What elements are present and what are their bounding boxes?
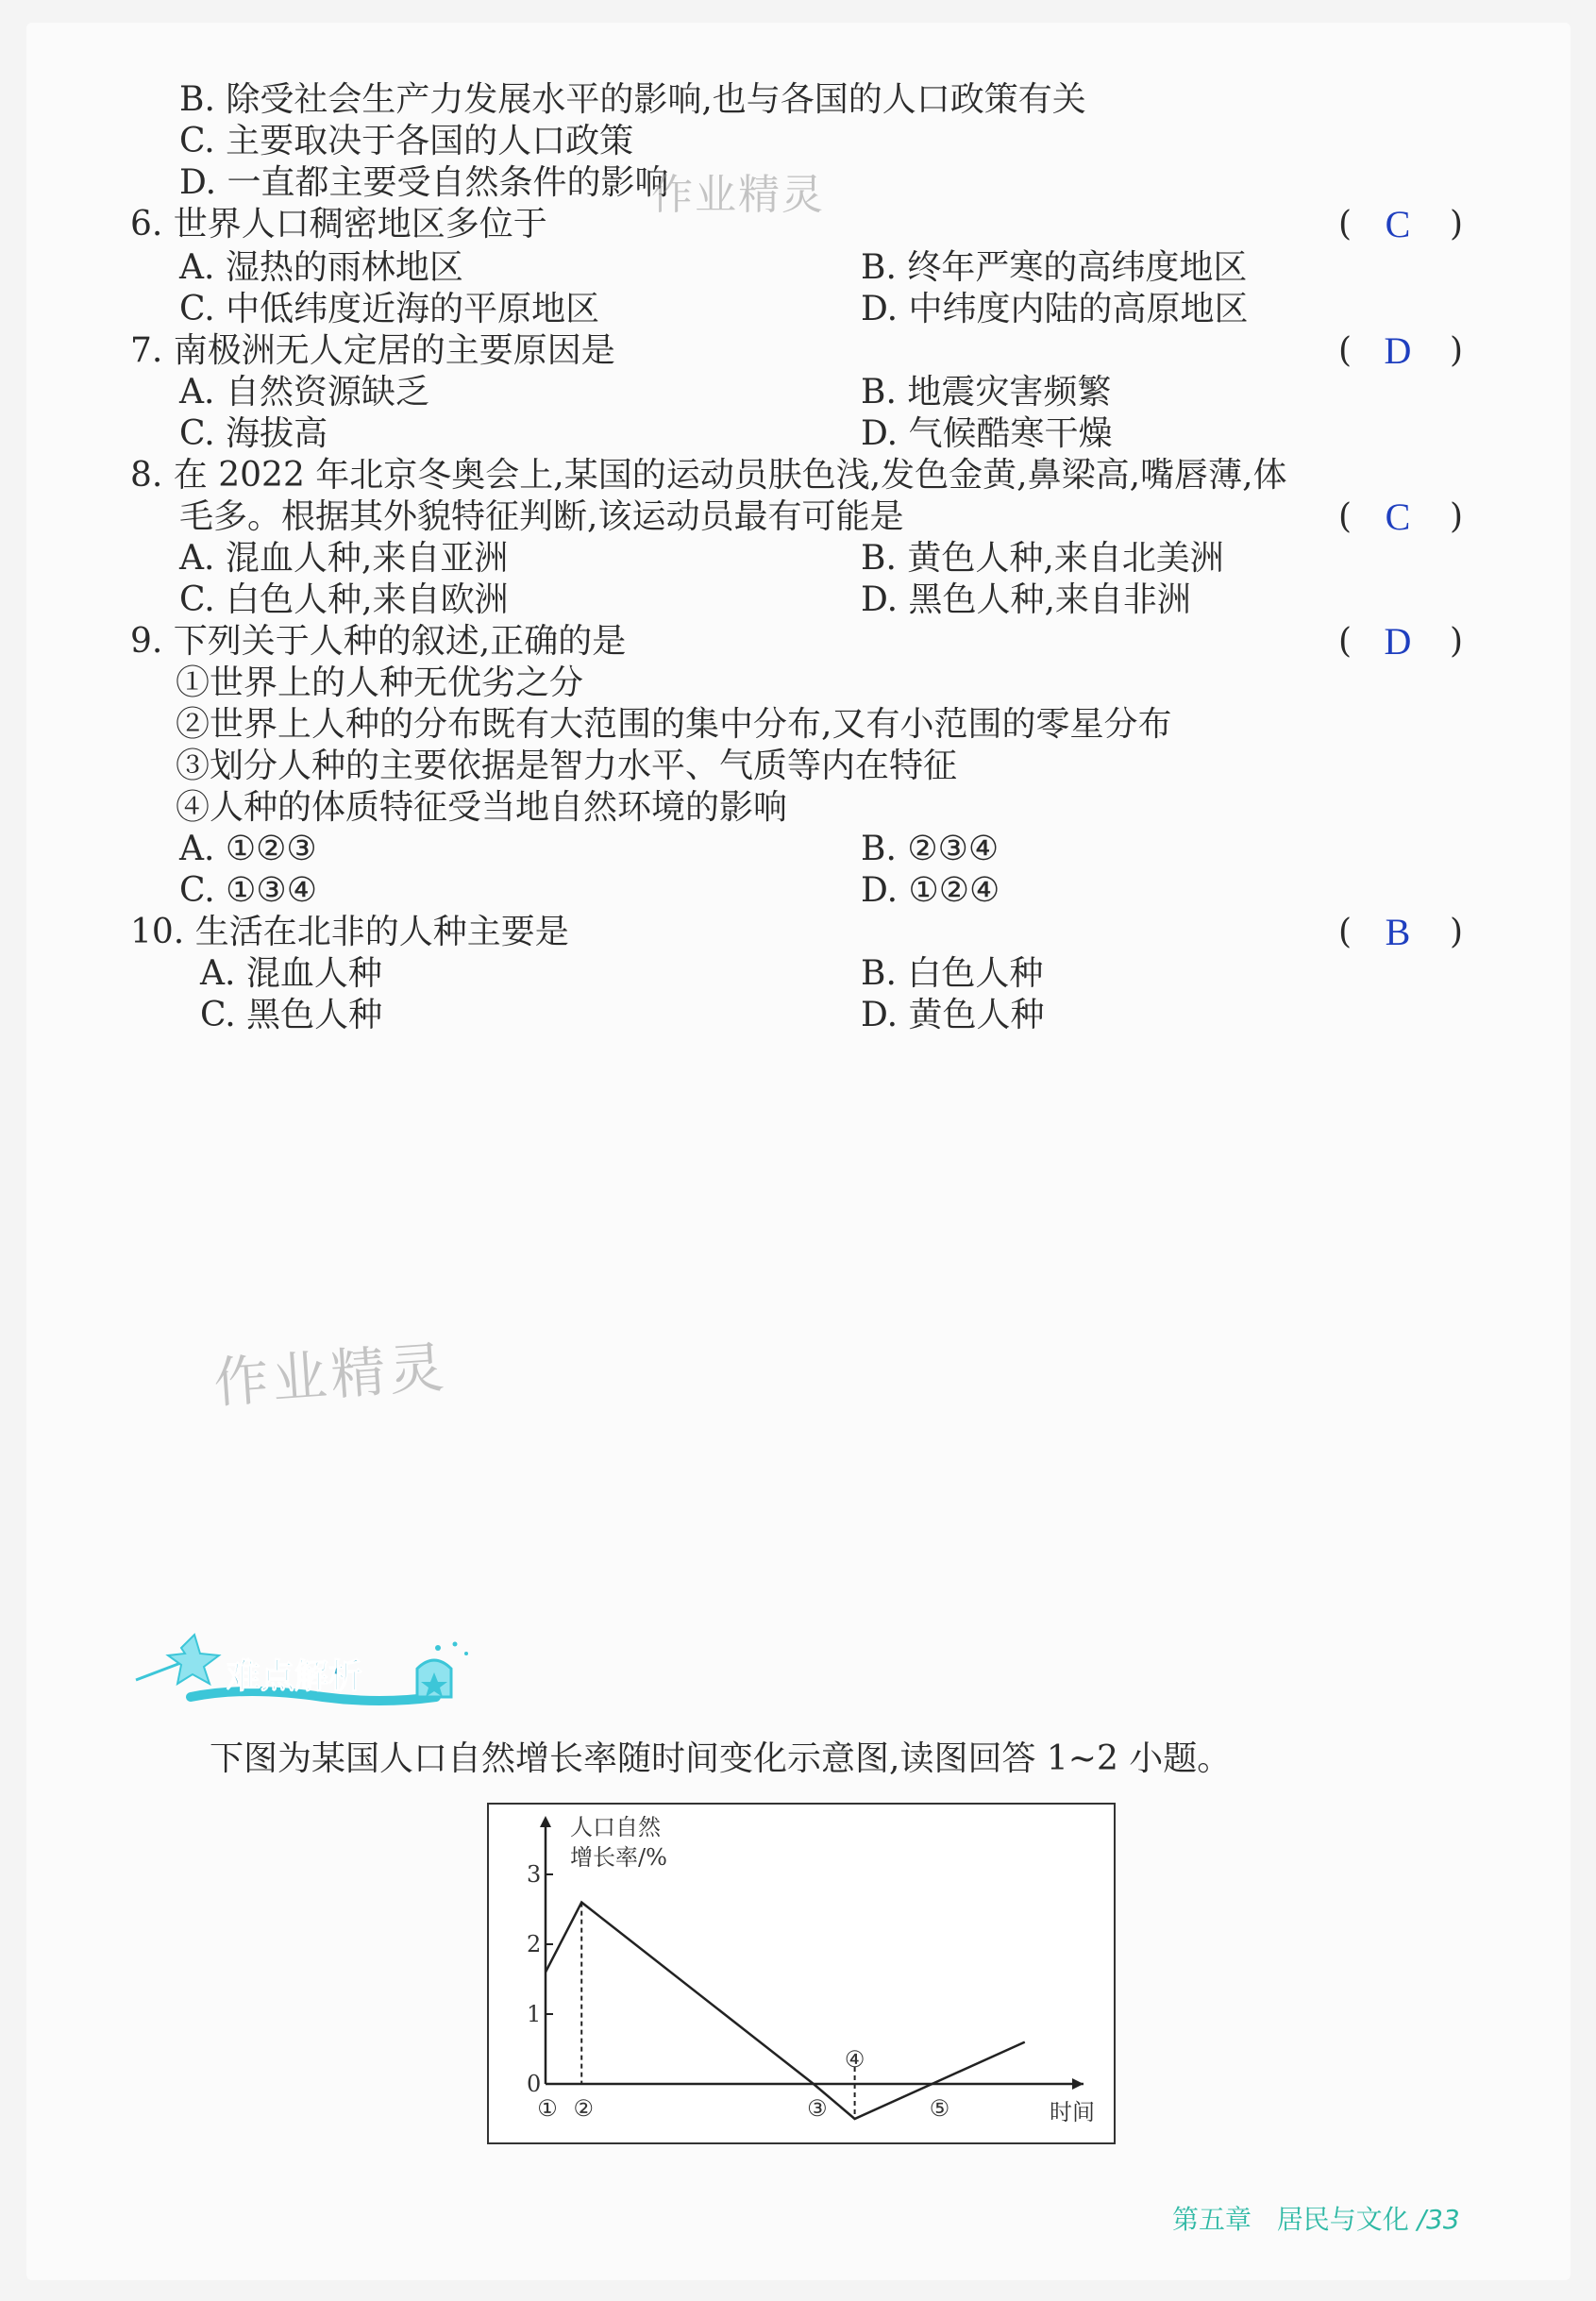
q9-statement-1: ①世界上的人种无优劣之分 (176, 663, 584, 702)
paren-left: ( (1338, 497, 1352, 536)
q9-option-b: B. ②③④ (861, 830, 1000, 868)
page-footer (1172, 2199, 1460, 2237)
q8-stem: 8. 在 2022 年北京冬奥会上,某国的运动员肤色浅,发色金黄,鼻梁高,嘴唇薄,体 (130, 456, 1287, 495)
paren-right: ) (1450, 205, 1464, 244)
q8-answer: C (1385, 495, 1411, 538)
q9-option-c: C. ①③④ (179, 871, 317, 910)
q10-option-c: C. 黑色人种 (200, 996, 383, 1034)
chart (487, 1803, 1116, 2144)
section-badge (134, 1631, 483, 1716)
paren-left: ( (1338, 622, 1352, 661)
q8-option-d: D. 黑色人种,来自非洲 (861, 580, 1191, 619)
q6-stem: 6. 世界人口稠密地区多位于 (130, 205, 547, 244)
q9-statement-3: ③划分人种的主要依据是智力水平、气质等内在特征 (176, 747, 958, 785)
paren-left: ( (1338, 205, 1352, 244)
q6-answer: C (1385, 203, 1411, 245)
q9-answer: D (1384, 620, 1412, 663)
q9-statement-2: ②世界上人种的分布既有大范围的集中分布,又有小范围的零星分布 (176, 705, 1172, 744)
x-marker-2: ② (573, 2095, 594, 2122)
x-marker-1: ① (537, 2095, 558, 2122)
paren-left: ( (1338, 913, 1352, 951)
paren-right: ) (1450, 622, 1464, 661)
x-marker-4: ④ (844, 2046, 865, 2073)
q9-option-d: D. ①②④ (861, 871, 1000, 910)
q6-option-d: D. 中纬度内陆的高原地区 (861, 290, 1249, 328)
q10-option-b: B. 白色人种 (861, 954, 1044, 993)
q8-stem-cont: 毛多。根据其外貌特征判断,该运动员最有可能是 (179, 497, 904, 536)
q7-option-d: D. 气候酷寒干燥 (861, 414, 1113, 453)
chart-svg (487, 1803, 1116, 2144)
y-tick-label: 3 (527, 1861, 542, 1888)
q10-stem: 10. 生活在北非的人种主要是 (130, 913, 569, 951)
q5-option-d: D. 一直都主要受自然条件的影响 (179, 163, 669, 202)
q7-option-c: C. 海拔高 (179, 414, 328, 453)
x-marker-5: ⑤ (929, 2095, 950, 2122)
q8-option-c: C. 白色人种,来自欧洲 (179, 580, 509, 619)
y-tick-label: 0 (527, 2071, 542, 2097)
page-number: /33 (1417, 2204, 1460, 2235)
q6-option-b: B. 终年严寒的高纬度地区 (861, 248, 1248, 287)
q10-answer: B (1385, 911, 1411, 953)
q10-option-a: A. 混血人种 (200, 954, 382, 993)
paren-right: ) (1450, 331, 1464, 370)
y-tick-label: 2 (527, 1931, 542, 1957)
q5-option-c: C. 主要取决于各国的人口政策 (179, 122, 634, 160)
q8-option-a: A. 混血人种,来自亚洲 (179, 539, 509, 578)
q5-option-b: B. 除受社会生产力发展水平的影响,也与各国的人口政策有关 (179, 80, 1086, 119)
paren-right: ) (1450, 497, 1464, 536)
footer-chapter: 第五章 (1172, 2204, 1252, 2235)
q6-option-c: C. 中低纬度近海的平原地区 (179, 290, 600, 328)
q9-stem: 9. 下列关于人种的叙述,正确的是 (130, 622, 627, 661)
q7-option-b: B. 地震灾害频繁 (861, 373, 1112, 411)
paren-right: ) (1450, 913, 1464, 951)
watermark: 作业精灵 (211, 1335, 450, 1416)
q7-answer: D (1384, 329, 1412, 372)
section-badge-graphic (134, 1631, 483, 1716)
q6-option-a: A. 湿热的雨林地区 (179, 248, 463, 287)
y-tick-label: 1 (527, 2001, 542, 2027)
x-axis-label: 时间 (1050, 2099, 1095, 2125)
q9-option-a: A. ①②③ (179, 830, 317, 868)
y-axis-label-1: 人口自然 (570, 1814, 661, 1840)
y-axis-label-2: 增长率/% (570, 1844, 667, 1871)
watermark: 作业精灵 (651, 171, 825, 219)
x-marker-3: ③ (807, 2095, 828, 2122)
q10-option-d: D. 黄色人种 (861, 996, 1045, 1034)
section-badge-label: 难点解析 (227, 1657, 363, 1696)
q9-statement-4: ④人种的体质特征受当地自然环境的影响 (176, 788, 788, 827)
q7-option-a: A. 自然资源缺乏 (179, 373, 429, 411)
footer-title: 居民与文化 (1276, 2204, 1409, 2235)
q8-option-b: B. 黄色人种,来自北美洲 (861, 539, 1224, 578)
q7-stem: 7. 南极洲无人定居的主要原因是 (130, 331, 615, 370)
paren-left: ( (1338, 331, 1352, 370)
chart-intro: 下图为某国人口自然增长率随时间变化示意图,读图回答 1~2 小题。 (210, 1739, 1232, 1778)
